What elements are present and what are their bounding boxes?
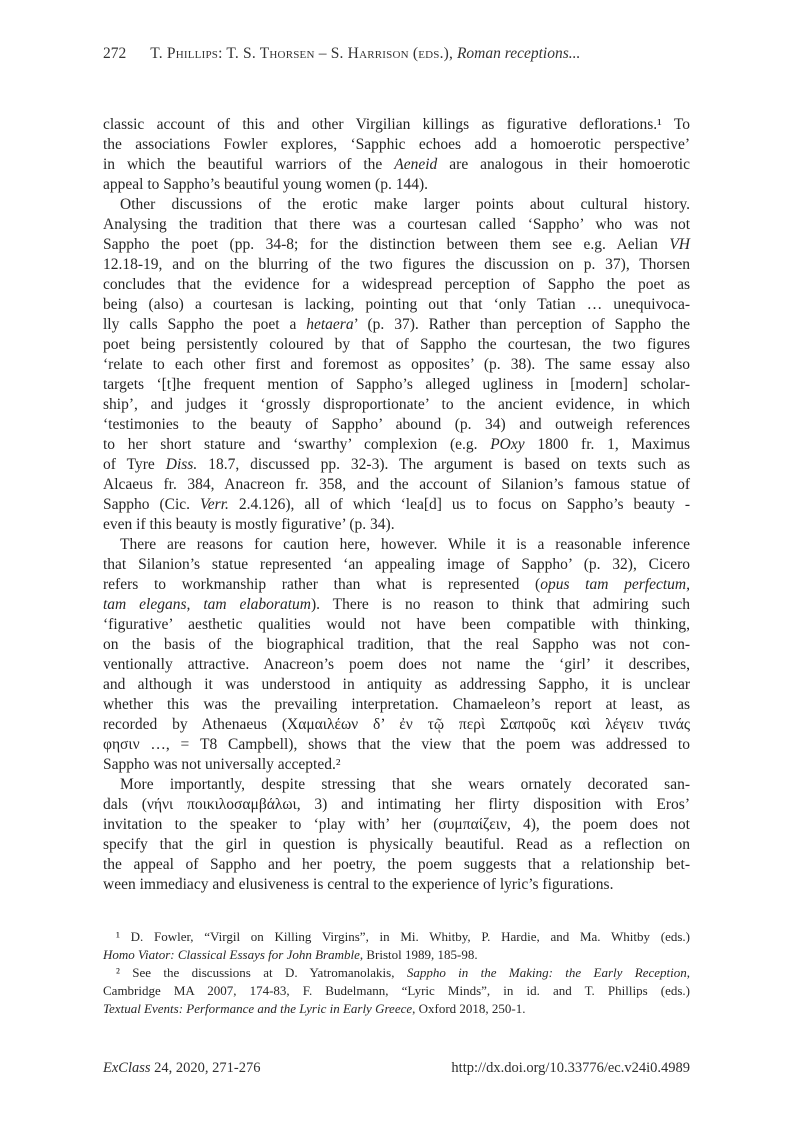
text-line: Cambridge MA 2007, 174-83, F. Budelmann, “Lyric Minds”, in id. and T. Phillips (eds.) [103, 983, 690, 998]
text-line: Analysing the tradition that there was a courtesan called ‘Sappho’ who was not [103, 216, 690, 233]
text-line: Sappho the poet (pp. 34-8; for the distinction between them see e.g. Aelian VH [103, 236, 690, 253]
journal-reference: ExClass 24, 2020, 271-276 [103, 1060, 261, 1076]
text-line: that Silanion’s statue represented ‘an appealing image of Sappho’ (p. 32), Cicero [103, 556, 690, 573]
text-line: Textual Events: Performance and the Lyric in Early Greece, Oxford 2018, 250-1. [103, 1001, 526, 1016]
footnote-1 [103, 928, 690, 964]
text-line: concludes that the evidence for a widespread perception of Sappho the poet as [103, 276, 690, 293]
text-line: There are reasons for caution here, however. While it is a reasonable inference [120, 536, 690, 553]
text-line: the appeal of Sappho and her poetry, the poem suggests that a relationship bet- [103, 856, 690, 873]
text-line: of Tyre Diss. 18.7, discussed pp. 32-3). The argument is based on texts such as [103, 456, 690, 473]
review-body [103, 115, 690, 895]
text-line: recorded by Athenaeus (Χαμαιλέων δ’ ἐν τῷ περὶ Σαπφοῦς καὶ λέγειν τινάς [103, 716, 690, 733]
text-line: ‘relate to each other first and foremost as opposites’ (p. 38). The same essay also [103, 356, 690, 373]
text-line: to her short stature and ‘swarthy’ complexion (e.g. POxy 1800 fr. 1, Maximus [103, 436, 690, 453]
text-line: invitation to the speaker to ‘play with’ her (συμπαίζειν, 4), the poem does not [103, 816, 690, 833]
text-line: poet being persistently coloured by that of Sappho the courtesan, the two figures [103, 336, 690, 353]
text-line: tam elegans, tam elaboratum). There is no reason to think that admiring such [103, 596, 690, 613]
text-line: 12.18-19, and on the blurring of the two figures the discussion on p. 37), Thorsen [103, 256, 690, 273]
text-line: More importantly, despite stressing that she wears ornately decorated san- [120, 776, 690, 793]
text-line: ‘figurative’ aesthetic qualities would not have been compatible with thinking, [103, 616, 690, 633]
body-paragraph-3 [103, 535, 690, 775]
text-line: appeal to Sappho’s beautiful young women (p. 144). [103, 176, 429, 193]
text-line: on the basis of the biographical tradition, that the real Sappho was not con- [103, 636, 690, 653]
text-line: φησιν …, = T8 Campbell), shows that the view that the poem was addressed to [103, 736, 690, 753]
text-line: ² See the discussions at D. Yatromanolakis, Sappho in the Making: the Early Reception, [116, 965, 690, 980]
text-line: ‘testimonies to the beauty of Sappho’ abound (p. 34) and outweigh references [103, 416, 690, 433]
text-line: ween immediacy and elusiveness is central to the experience of lyric’s figurations. [103, 876, 614, 893]
text-line: in which the beautiful warriors of the Aeneid are analogous in their homoerotic [103, 156, 690, 173]
footnote-2 [103, 964, 690, 1018]
text-line: targets ‘[t]he frequent mention of Sappho’s alleged ugliness in [modern] scholar- [103, 376, 690, 393]
body-paragraph-4 [103, 775, 690, 895]
text-line: specify that the girl in question is physically beautiful. Read as a reflection on [103, 836, 690, 853]
text-line: Sappho (Cic. Verr. 2.4.126), all of which ‘lea[d] us to focus on Sappho’s beauty - [103, 496, 690, 513]
text-line: classic account of this and other Virgilian killings as figurative deflorations.¹ To [103, 116, 690, 133]
text-line: Alcaeus fr. 384, Anacreon fr. 358, and the account of Silanion’s famous statue of [103, 476, 690, 493]
doi-link[interactable]: http://dx.doi.org/10.33776/ec.v24i0.4989 [451, 1060, 690, 1076]
running-title [150, 44, 580, 64]
text-line: the associations Fowler explores, ‘Sapphic echoes add a homoerotic perspective’ [103, 136, 690, 153]
reviewed-work-title: Roman receptions... [456, 45, 581, 62]
running-header [103, 44, 690, 64]
text-line: and although it was understood in antiquity as addressing Sappho, it is unclear [103, 676, 690, 693]
page-footer [103, 1058, 690, 1078]
text-line: even if this beauty is mostly figurative’ (p. 34). [103, 516, 395, 533]
text-line: refers to workmanship rather than what is represented (opus tam perfectum, [103, 576, 690, 593]
body-paragraph-1 [103, 115, 690, 195]
text-line: ¹ D. Fowler, “Virgil on Killing Virgins”, in Mi. Whitby, P. Hardie, and Ma. Whitby (eds.) [116, 929, 690, 944]
text-line: Homo Viator: Classical Essays for John Bramble, Bristol 1989, 185-98. [103, 947, 478, 962]
text-line: ventionally attractive. Anacreon’s poem does not name the ‘girl’ it describes, [103, 656, 690, 673]
reviewer-and-editors: T. Phillips: T. S. Thorsen – S. Harrison (eds.), [150, 45, 454, 62]
page-number: 272 [103, 45, 127, 62]
text-line: whether this was the prevailing interpretation. Chamaeleon’s report at least, as [103, 696, 690, 713]
text-line: dals (νήνι ποικιλοσαμβάλωι, 3) and intimating her flirty disposition with Eros’ [103, 796, 690, 813]
text-line: ship’, and judges it ‘grossly disproportionate’ to the ancient evidence, in which [103, 396, 690, 413]
text-line: Sappho was not universally accepted.² [103, 756, 341, 773]
text-line: Other discussions of the erotic make larger points about cultural history. [120, 196, 690, 213]
text-line: lly calls Sappho the poet a hetaera’ (p. 37). Rather than perception of Sappho the [103, 316, 690, 333]
text-line: being (also) a courtesan is lacking, pointing out that ‘only Tatian … unequivoca- [103, 296, 690, 313]
body-paragraph-2 [103, 195, 690, 535]
footnotes-block [103, 928, 690, 1018]
